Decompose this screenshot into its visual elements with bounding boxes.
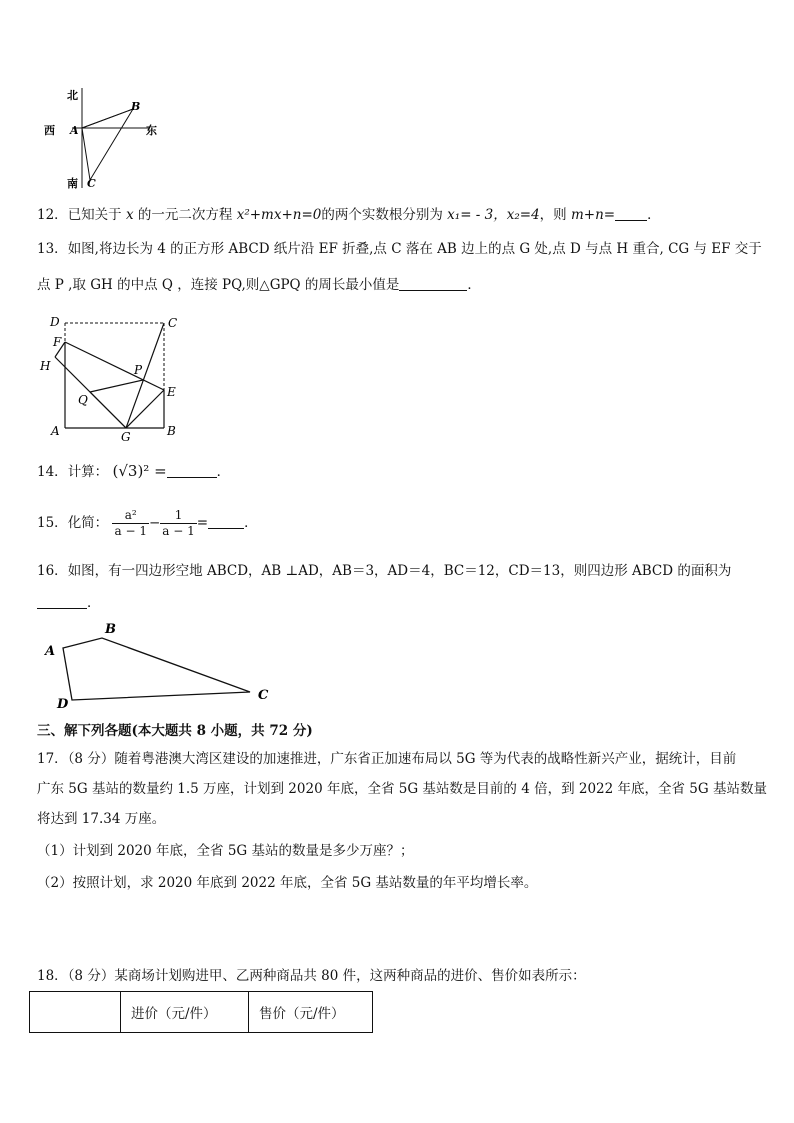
q12-roots: x₁= - 3，x₂=4 bbox=[447, 207, 540, 223]
question-17-part2: （2）按照计划，求 2020 年底到 2022 年底，全省 5G 基站数量的年平均增长率。 bbox=[37, 875, 538, 891]
label-e: E bbox=[167, 385, 176, 399]
table-header-cost: 进价（元/件） bbox=[121, 992, 249, 1033]
triangle-abc bbox=[82, 109, 133, 180]
q12-number: 12． bbox=[37, 207, 68, 223]
point-b-label: B bbox=[131, 100, 141, 113]
label-h: H bbox=[40, 359, 51, 373]
quadrilateral-abcd bbox=[63, 638, 250, 700]
segment-qp bbox=[90, 380, 143, 392]
question-13-line2: 点 P ,取 GH 的中点 Q ，连接 PQ,则△GPQ 的周长最小值是 ． bbox=[37, 277, 481, 293]
price-table bbox=[29, 991, 373, 1033]
q18-number: 18． bbox=[37, 968, 68, 984]
q15-number: 15． bbox=[37, 515, 68, 531]
answer-blank-15[interactable] bbox=[208, 515, 244, 529]
segment-ge bbox=[126, 390, 164, 428]
label-f: F bbox=[53, 335, 62, 349]
label-a: A bbox=[45, 644, 56, 659]
q14-number: 14． bbox=[37, 464, 68, 480]
answer-blank-12[interactable] bbox=[615, 207, 647, 221]
table-row bbox=[30, 992, 373, 1033]
quadrilateral-figure bbox=[38, 620, 278, 712]
label-c: C bbox=[168, 316, 178, 330]
question-18-line1: 18．（8 分）某商场计划购进甲、乙两种商品共 80 件，这两种商品的进价、售价如表所示： bbox=[37, 968, 586, 984]
label-q: Q bbox=[78, 393, 88, 407]
q14-expression: (√3)² = bbox=[112, 462, 167, 480]
west-label: 西 bbox=[44, 124, 55, 137]
q12-equation: x²+mx+n=0 bbox=[236, 207, 322, 223]
question-15: 15．化简： $\frac{\text{a²}}{a - 1}$ − $\frac{1}{a - 1}$ = ． bbox=[37, 508, 258, 538]
question-13-line1: 13．如图,将边长为 4 的正方形 ABCD 纸片沿 EF 折叠,点 C 落在 AB 边上的点 G 处,点 D 与点 H 重合, CG 与 EF 交于 bbox=[37, 241, 762, 257]
segment-qg bbox=[90, 392, 126, 428]
answer-blank-14[interactable] bbox=[167, 464, 217, 478]
question-17-part1: （1）计划到 2020 年底，全省 5G 基站的数量是多少万座？； bbox=[37, 843, 414, 859]
segment-gc bbox=[126, 323, 164, 428]
q17-number: 17． bbox=[37, 751, 68, 767]
label-d: D bbox=[57, 697, 69, 712]
south-label: 南 bbox=[67, 177, 78, 190]
fraction-1: $\frac{\text{a²}}{a - 1}$ bbox=[114, 508, 147, 538]
q16-number: 16． bbox=[37, 563, 68, 579]
q13-number: 13． bbox=[37, 241, 68, 257]
label-a: A bbox=[51, 424, 60, 438]
question-14: 14．计算： (√3)² = ． bbox=[37, 462, 231, 480]
question-17-line1: 17．（8 分）随着粤港澳大湾区建设的加速推进，广东省正加速布局以 5G 等为代表的战略性新兴产业，据统计，目前 bbox=[37, 751, 737, 767]
question-17-line3: 将达到 17.34 万座。 bbox=[37, 811, 166, 827]
question-16-line2: ． bbox=[37, 594, 101, 612]
question-17-line2: 广东 5G 基站的数量约 1.5 万座，计划到 2020 年底，全省 5G 基站数是目前的 4 倍，到 2022 年底，全省 5G 基站数量 bbox=[37, 781, 767, 797]
fraction-2: $\frac{1}{a - 1}$ bbox=[162, 508, 195, 538]
answer-blank-16[interactable] bbox=[37, 595, 87, 609]
label-g: G bbox=[121, 430, 131, 444]
compass-figure bbox=[40, 84, 170, 194]
section-3-heading: 三、解下列各题(本大题共 8 小题，共 72 分) bbox=[37, 723, 313, 739]
segment-fe bbox=[65, 342, 164, 390]
question-16-line1: 16．如图，有一四边形空地 ABCD，AB ⊥AD，AB＝3，AD＝4，BC＝12，CD＝13，则四边形 ABCD 的面积为 bbox=[37, 563, 732, 579]
label-b: B bbox=[105, 622, 116, 637]
answer-blank-13[interactable] bbox=[399, 277, 467, 291]
label-p: P bbox=[134, 363, 143, 377]
point-a-label: A bbox=[70, 124, 79, 137]
label-b: B bbox=[167, 424, 176, 438]
east-label: 东 bbox=[146, 124, 157, 137]
label-c: C bbox=[258, 688, 269, 703]
square-fold-figure bbox=[34, 310, 184, 445]
north-label: 北 bbox=[67, 89, 78, 102]
label-d: D bbox=[50, 315, 60, 329]
table-header-empty bbox=[30, 992, 121, 1033]
point-c-label: C bbox=[87, 177, 96, 190]
question-12: 12．已知关于 x 的一元二次方程 x²+mx+n=0的两个实数根分别为 x₁= - 3，x₂=4，则 m+n= ． bbox=[37, 207, 661, 223]
table-header-price: 售价（元/件） bbox=[249, 992, 373, 1033]
